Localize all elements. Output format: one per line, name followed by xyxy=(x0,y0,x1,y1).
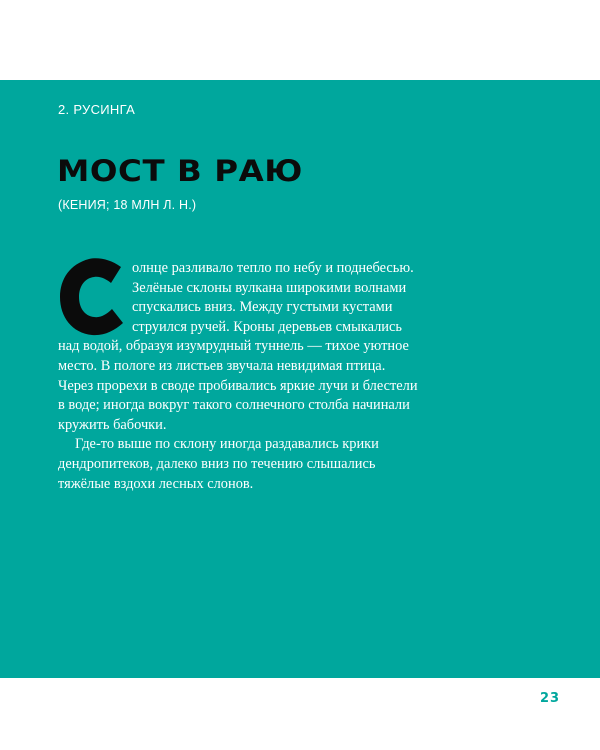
text-line: Зелёные склоны вулкана широкими волнами xyxy=(132,279,407,296)
text-line: над водой, образуя изумрудный туннель — тихое уютное xyxy=(58,338,409,355)
text-line: кружить бабочки. xyxy=(58,416,167,433)
text-line: дендропитеков, далеко вниз по течению слышались xyxy=(58,455,376,472)
chapter-label: 2. РУСИНГА xyxy=(58,102,136,117)
text-line: в воде; иногда вокруг такого солнечного столба начинали xyxy=(58,397,410,414)
text-line: Где-то выше по склону иногда раздавались крики xyxy=(75,436,379,453)
page-title: МОСТ В РАЮ xyxy=(57,154,303,188)
text-line: струился ручей. Кроны деревьев смыкались xyxy=(132,318,402,335)
text-line: тяжёлые вздохи лесных слонов. xyxy=(58,475,254,492)
text-line: место. В пологе из листьев звучала невидимая птица. xyxy=(58,357,386,374)
text-line: Через прорехи в своде пробивались яркие лучи и блестели xyxy=(58,377,418,394)
page-number: 23 xyxy=(540,691,561,706)
body-text xyxy=(58,259,478,494)
page-subtitle: (КЕНИЯ; 18 МЛН Л. Н.) xyxy=(58,198,197,212)
text-line: олнце разливало тепло по небу и поднебесью. xyxy=(132,260,414,276)
text-line: спускались вниз. Между густыми кустами xyxy=(132,299,393,316)
teal-panel xyxy=(0,80,600,678)
